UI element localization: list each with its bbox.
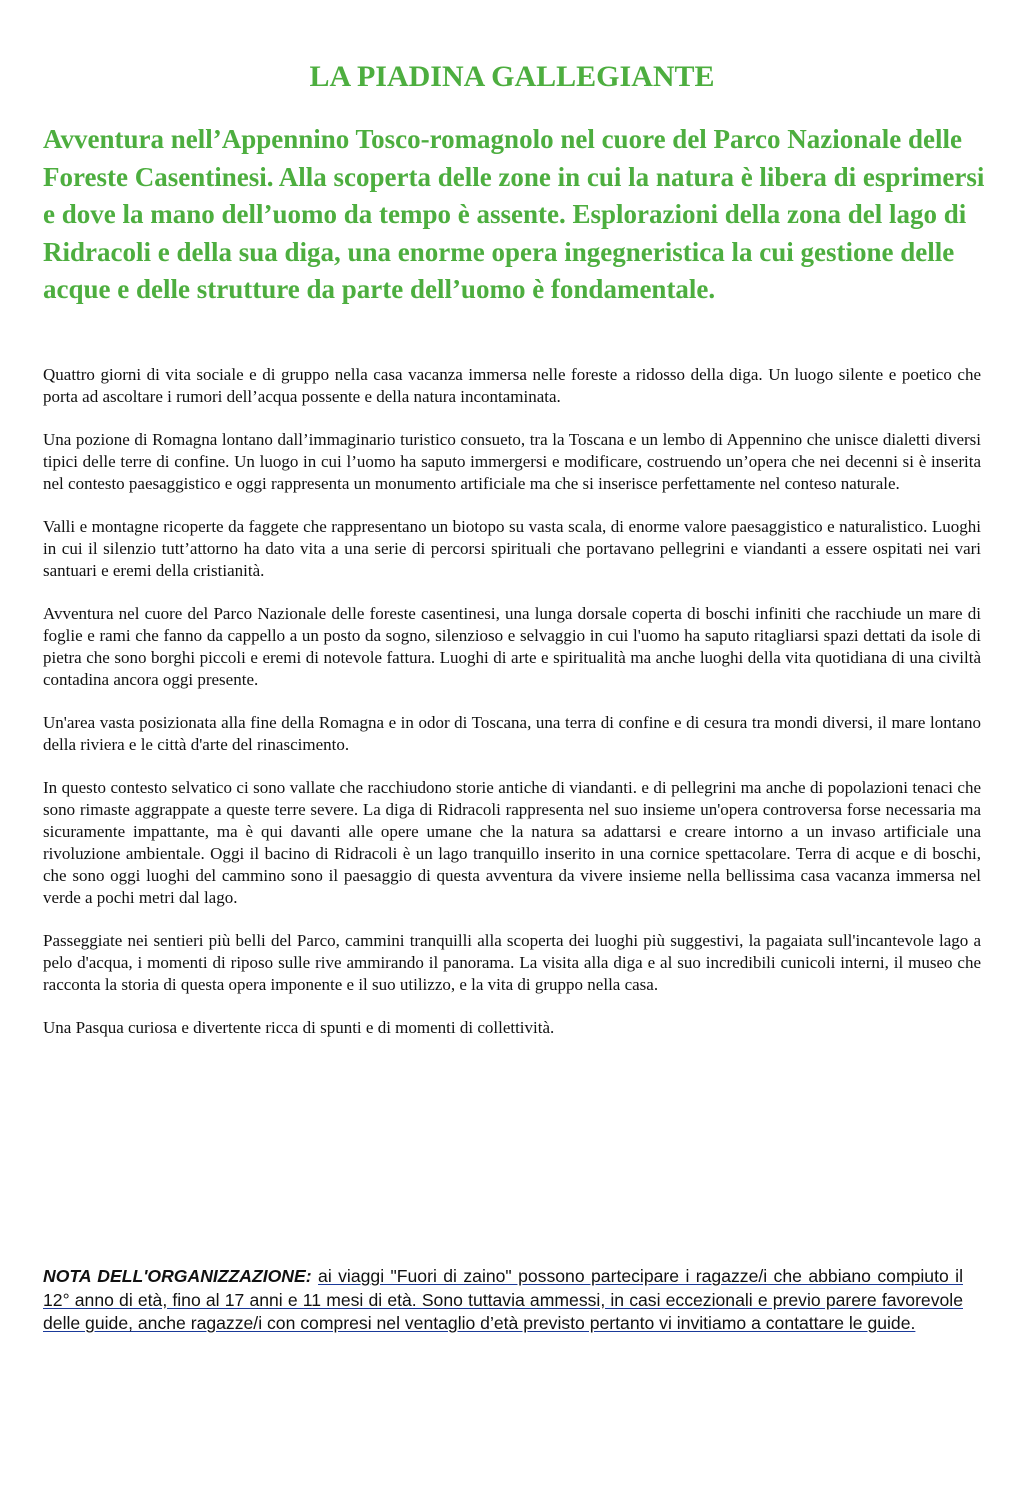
paragraph: Avventura nel cuore del Parco Nazionale delle foreste casentinesi, una lunga dorsale coperta di boschi infiniti che racchiude un mare di foglie e rami che fanno da cappello a un posto da sogno, silenzioso e selvaggio in cui l'uomo ha saputo ritagliarsi spazi dettati da isole di pietra che sono borghi piccoli e eremi di notevole fattura. Luoghi di arte e spiritualità ma anche luoghi della vita quotidiana di una civiltà contadina ancora oggi presente. bbox=[43, 604, 981, 689]
paragraph: Passeggiate nei sentieri più belli del Parco, cammini tranquilli alla scoperta dei luoghi più suggestivi, la pagaiata sull'incantevole lago a pelo d'acqua, i momenti di riposo sulle rive ammirando il panorama. La visita alla diga e al suo incredibili cunicoli interni, il museo che racconta la storia di questa opera imponente e il suo utilizzo, e la vita di gruppo nella casa. bbox=[43, 931, 981, 994]
document-subtitle: Avventura nell’Appennino Tosco-romagnolo nel cuore del Parco Nazionale delle Foreste Casentinesi. Alla scoperta delle zone in cui la natura è libera di esprimersi e dove la mano dell’uomo da tempo è assente. Esplorazioni della zona del lago di Ridracoli e della sua diga, una enorme opera ingegneristica la cui gestione delle acque e delle strutture da parte dell’uomo è fondamentale. bbox=[43, 124, 985, 304]
paragraph: In questo contesto selvatico ci sono vallate che racchiudono storie antiche di viandanti. e di pellegrini ma anche di popolazioni tenaci che sono rimaste aggrappate a queste terre severe. La diga di Ridracoli rappresenta nel suo insieme un'opera controversa forse necessaria ma sicuramente impattante, ma è qui davanti alle opere umane che la natura sa adattarsi e creare intorno a un invaso artificiale una rivoluzione ambientale. Oggi il bacino di Ridracoli è un lago tranquillo inserito in una cornice spettacolare. Terra di acque e di boschi, che sono oggi luoghi del cammino sono il paesaggio di questa avventura da vivere insieme nella bellissima casa vacanza immersa nel verde a pochi metri dal lago. bbox=[43, 778, 981, 907]
note-text: ai viaggi "Fuori di zaino" possono partecipare i ragazze/i che abbiano compiuto il 12° anno di età, fino al 17 anni e 11 mesi di età. Sono tuttavia ammessi, in casi eccezionali e previo parere favorevole delle guide, anche ragazze/i con compresi nel ventaglio d’età previsto pertanto vi invitiamo a contattare le guide. bbox=[43, 1266, 963, 1333]
paragraph: Un'area vasta posizionata alla fine della Romagna e in odor di Toscana, una terra di confine e di cesura tra mondi diversi, il mare lontano della riviera e le città d'arte del rinascimento. bbox=[43, 713, 981, 754]
organization-note bbox=[43, 1265, 963, 1336]
paragraph: Una pozione di Romagna lontano dall’immaginario turistico consueto, tra la Toscana e un lembo di Appennino che unisce dialetti diversi tipici delle terre di confine. Un luogo in cui l’uomo ha saputo immergersi e modificare, costruendo un’opera che nei decenni si è inserita nel contesto paesaggistico e oggi rappresenta un monumento artificiale ma che si inserisce perfettamente nel conteso naturale. bbox=[43, 430, 981, 493]
paragraph: Valli e montagne ricoperte da faggete che rappresentano un biotopo su vasta scala, di enorme valore paesaggistico e naturalistico. Luoghi in cui il silenzio tutt’attorno ha dato vita a una serie di percorsi spirituali che portavano pellegrini e viandanti a essere ospitati nei vari santuari e eremi della cristianità. bbox=[43, 517, 981, 580]
note-label: NOTA DELL'ORGANIZZAZIONE: bbox=[43, 1266, 312, 1286]
paragraph: Una Pasqua curiosa e divertente ricca di spunti e di momenti di collettività. bbox=[43, 1018, 555, 1037]
body-text bbox=[43, 364, 981, 1060]
document-title: LA PIADINA GALLEGIANTE bbox=[309, 60, 715, 93]
paragraph: Quattro giorni di vita sociale e di gruppo nella casa vacanza immersa nelle foreste a ridosso della diga. Un luogo silente e poetico che porta ad ascoltare i rumori dell’acqua possente e della natura incontaminata. bbox=[43, 365, 981, 406]
